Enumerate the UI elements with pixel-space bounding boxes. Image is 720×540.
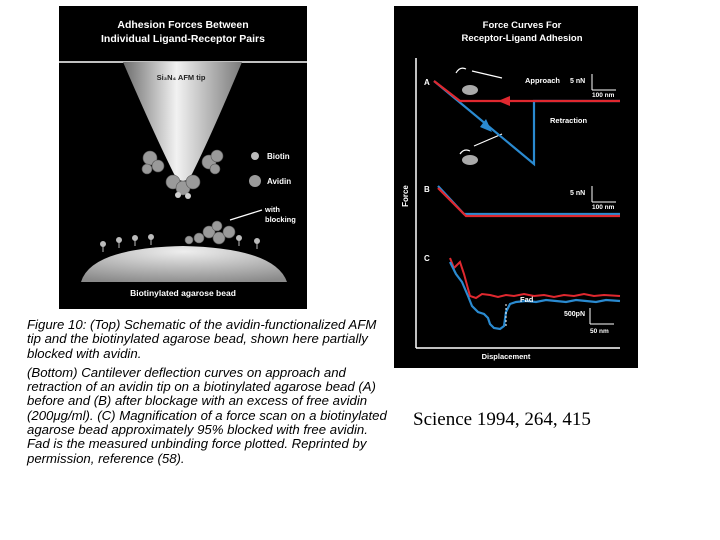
force-title-line2: Receptor-Ligand Adhesion	[461, 33, 583, 44]
cantilever-approach-icon	[456, 68, 466, 73]
avidin-label: Avidin	[267, 177, 292, 186]
panel-c-distance-scale: 50 nm	[590, 328, 609, 335]
approach-label: Approach	[525, 76, 561, 85]
schematic-title-line1: Adhesion Forces Between	[117, 19, 249, 31]
retraction-label: Retraction	[550, 116, 588, 125]
bead-approach-icon	[462, 85, 478, 95]
caption-bottom-paragraph: (Bottom) Cantilever deflection curves on approach and retraction of an avidin tip on a biotinylated agarose bead (A) before and (B) after blockage with an excess of free avidin (200μg/ml). (C) Magnification of a force scan on a biotinylated agarose bead approximately 95% blocked with free avidin. Fad is the measured unbinding force plotted. Reprinted by permission, reference (58).	[27, 364, 387, 466]
cantilever-approach-arm	[472, 71, 502, 78]
tip-bead-schematic	[59, 6, 307, 309]
fad-label: Fad	[520, 295, 534, 304]
blocking-pointer	[230, 210, 262, 220]
x-axis-label: Displacement	[481, 352, 531, 361]
tip-label: Si₃N₄ AFM tip	[156, 73, 206, 82]
panel-c-approach-curve	[450, 258, 620, 298]
bead-retract-icon	[462, 155, 478, 165]
biotin-icon	[251, 152, 259, 160]
biotin-label: Biotin	[267, 152, 290, 161]
approach-arrow	[498, 96, 510, 106]
y-axis-label: Force	[401, 185, 410, 207]
avidin-cluster-bead	[185, 221, 235, 244]
panel-b-letter: B	[424, 185, 430, 194]
panel-c-force-scale: 500pN	[564, 311, 586, 318]
force-curves-drawing	[394, 6, 638, 368]
cantilever-retract-arm	[474, 134, 502, 146]
blocking-label-line2: blocking	[265, 215, 296, 224]
citation-text: Science 1994, 264, 415	[413, 409, 591, 430]
avidin-icon	[249, 175, 261, 187]
force-title-line1: Force Curves For	[482, 20, 562, 31]
panel-a-letter: A	[424, 78, 430, 87]
panel-a-distance-scale: 100 nm	[592, 92, 615, 99]
figure-caption	[27, 318, 389, 471]
panel-b-distance-scale: 100 nm	[592, 204, 615, 211]
panel-a-force-scale: 5 nN	[570, 78, 586, 85]
agarose-bead	[81, 246, 287, 282]
schematic-title-line2: Individual Ligand-Receptor Pairs	[101, 33, 265, 45]
caption-top-paragraph: Figure 10: (Top) Schematic of the avidin-functionalized AFM tip and the biotinylated agarose bead, shown here partially blocked with avidin.	[27, 317, 377, 361]
blocking-label-line1: with	[265, 205, 280, 214]
cantilever-retract-icon	[460, 150, 470, 154]
panel-b-force-scale: 5 nN	[570, 190, 586, 197]
force-curves-figure	[394, 6, 638, 368]
schematic-drawing	[59, 6, 307, 309]
panel-c-letter: C	[424, 254, 430, 263]
bead-label: Biotinylated agarose bead	[130, 288, 236, 298]
